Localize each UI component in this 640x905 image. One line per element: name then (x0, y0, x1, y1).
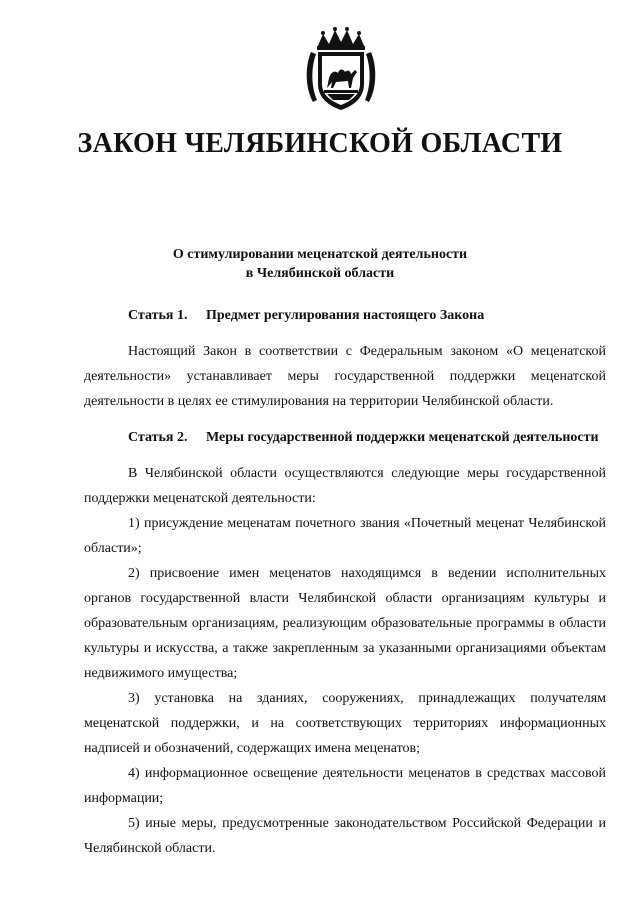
list-item: 5) иные меры, предусмотренные законодательством Российской Федерации и Челябинской области. (84, 816, 606, 856)
article-1-number: Статья 1. (128, 308, 188, 323)
article-2-heading (84, 425, 606, 450)
list-item: 2) присвоение имен меценатов находящимся в ведении исполнительных органов государственной власти Челябинской области организациям культуры и образовательным организациям, реализующим образовательные программы в области культуры и искусства, а также закрепленным за указанными организациями объектам недвижимого имущества; (84, 566, 606, 681)
article-1-paragraph: Настоящий Закон в соответствии с Федеральным законом «О меценатской деятельности» устанавливает меры государственной поддержки меценатской деятельности в целях ее стимулирования на территории Челябинской области. (84, 344, 606, 409)
coat-of-arms-icon (303, 26, 379, 112)
subtitle-line-1: О стимулировании меценатской деятельности (172, 247, 468, 262)
article-2-number: Статья 2. (128, 430, 188, 445)
page-title: ЗАКОН ЧЕЛЯБИНСКОЙ ОБЛАСТИ (77, 128, 563, 159)
article-1-title: Предмет регулирования настоящего Закона (206, 308, 485, 323)
article-2 (84, 425, 606, 861)
list-item: 1) присуждение меценатам почетного звания «Почетный меценат Челябинской области»; (84, 516, 606, 556)
article-1 (84, 303, 606, 414)
article-1-heading (84, 303, 606, 328)
article-2-intro: В Челябинской области осуществляются следующие меры государственной поддержки меценатской деятельности: (84, 466, 606, 506)
law-subtitle (0, 245, 640, 283)
list-item: 3) установка на зданиях, сооружениях, принадлежащих получателям меценатской поддержки, и на соответствующих территориях информационных надписей и обозначений, содержащих имена меценатов; (84, 691, 606, 756)
subtitle-line-2: в Челябинской области (245, 266, 395, 281)
list-item: 4) информационное освещение деятельности меценатов в средствах массовой информации; (84, 766, 606, 806)
article-2-title: Меры государственной поддержки меценатской деятельности (206, 430, 599, 445)
